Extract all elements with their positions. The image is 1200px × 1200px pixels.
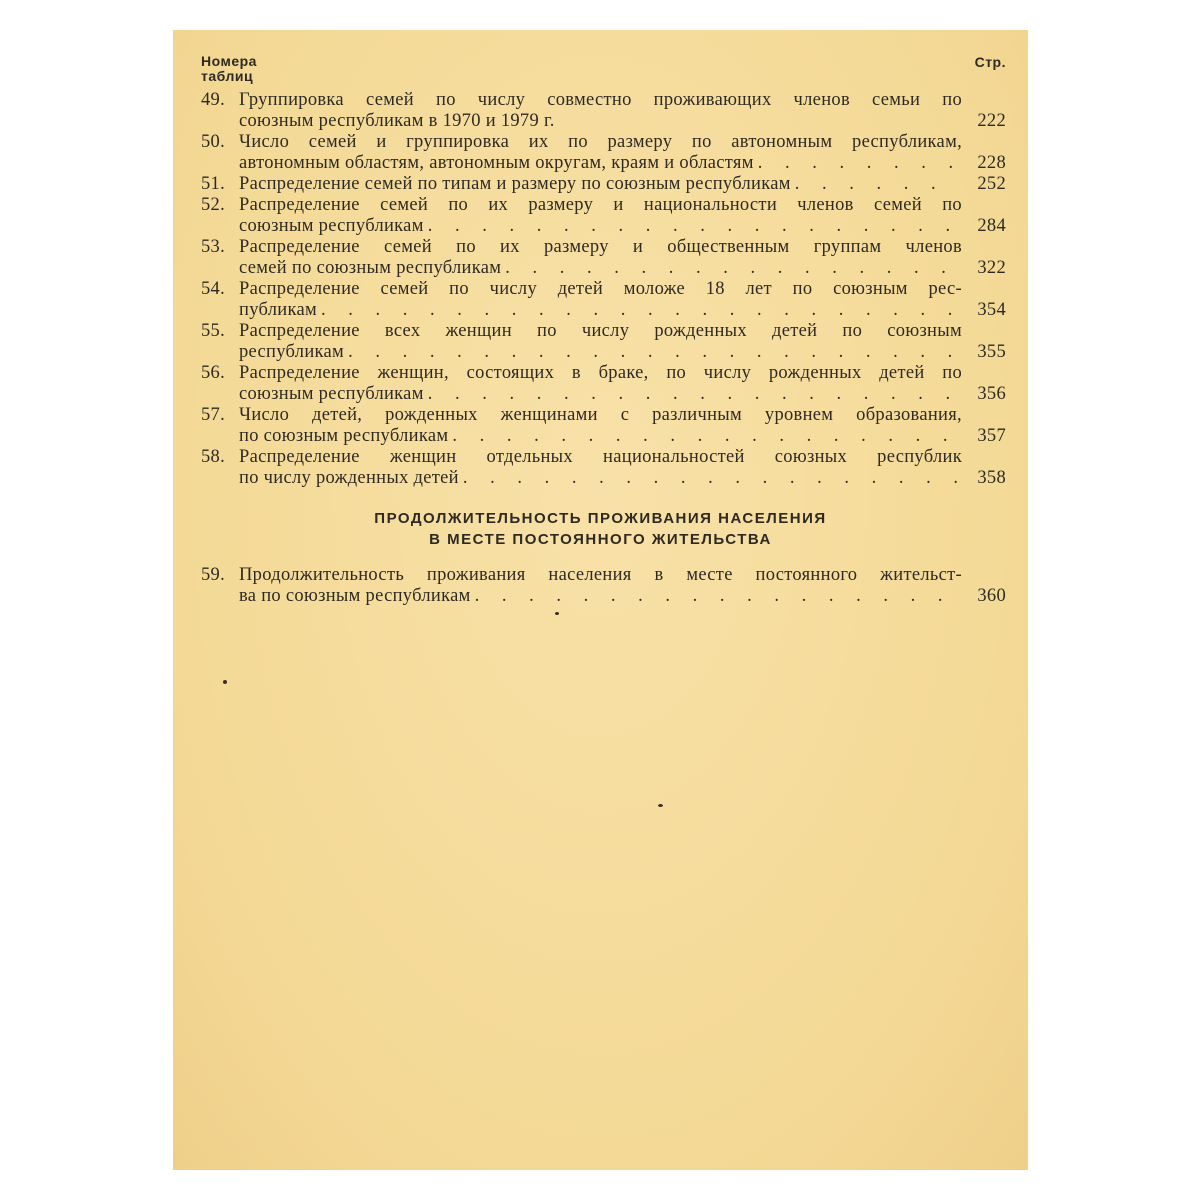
toc-entry-57 [201,405,1006,447]
entry-title-line2-wrap [239,111,962,132]
paper-speck [555,612,559,615]
entry-page: 356 [977,384,1006,404]
dot-leader [452,426,958,447]
toc-entry-53 [201,237,1006,279]
toc-entry-50 [201,132,1006,174]
entry-title-line1: Распределение всех женщин по числу рожденных детей по союзным [239,321,962,341]
toc-entry-59 [201,565,1006,607]
section-heading-line1: ПРОДОЛЖИТЕЛЬНОСТЬ ПРОЖИВАНИЯ НАСЕЛЕНИЯ [374,510,827,527]
entry-title-line2-wrap [239,586,962,607]
toc-entry-49 [201,90,1006,132]
entry-title-line1: Продолжительность проживания населения в месте постоянного жительст- [239,565,962,585]
entry-number: 55. [201,321,226,341]
entry-number: 59. [201,565,226,585]
entry-title-line2: союзным республикам в 1970 и 1979 г. [239,111,555,131]
toc-list [201,90,1006,489]
entry-page: 355 [977,342,1006,362]
entry-number: 53. [201,237,226,257]
entry-title-line2-wrap [239,300,962,321]
paper-speck [223,680,227,684]
table-number-heading [201,54,257,84]
entry-title-line2-wrap [239,258,962,279]
entry-page: 354 [977,300,1006,320]
dot-leader [348,342,958,363]
toc-entry-52 [201,195,1006,237]
toc-list-section2 [201,565,1006,607]
toc-entry-51 [201,174,1006,195]
entry-number: 57. [201,405,226,425]
entry-title-line2-wrap [239,153,962,174]
entry-number: 52. [201,195,226,215]
entry-title-line2-wrap [239,384,962,405]
dot-leader [463,468,958,489]
toc-entry-56 [201,363,1006,405]
dot-leader [428,216,958,237]
dot-leader [321,300,958,321]
entry-page: 252 [977,174,1006,194]
table-number-heading-line2: таблиц [201,68,254,84]
entry-title-line2-wrap [239,216,962,237]
entry-title-line2: по числу рожденных детей [239,468,459,488]
toc-entry-58 [201,447,1006,489]
section-heading [173,508,1028,550]
entry-page: 322 [977,258,1006,278]
entry-title-line2: союзным республикам [239,216,424,236]
dot-leader [758,153,958,174]
entry-title-line1: Группировка семей по числу совместно проживающих членов семьи по [239,90,962,110]
entry-page: 228 [977,153,1006,173]
entry-number: 58. [201,447,226,467]
dot-leader [428,384,958,405]
entry-title-line2: семей по союзным республикам [239,258,502,278]
entry-page: 222 [977,111,1006,131]
scanned-page [173,30,1028,1170]
dot-leader [475,586,958,607]
entry-title-line1: Распределение семей по числу детей моложе 18 лет по союзным рес- [239,279,962,299]
entry-title-line2: по союзным республикам [239,426,449,446]
toc-entry-55 [201,321,1006,363]
entry-page: 358 [977,468,1006,488]
entry-title-line2-wrap [239,468,962,489]
entry-title: Распределение семей по типам и размеру по союзным республикам [239,174,791,194]
entry-title-line2: республикам [239,342,345,362]
entry-title-line2: ва по союзным республикам [239,586,471,606]
entry-title-line2: публикам [239,300,318,320]
table-number-heading-line1: Номера [201,53,257,69]
entry-number: 49. [201,90,226,110]
toc-entry-54 [201,279,1006,321]
entry-number: 50. [201,132,226,152]
entry-title-line1: Распределение семей по их размеру и общественным группам членов [239,237,962,257]
entry-page: 284 [977,216,1006,236]
dot-leader [795,174,958,195]
entry-title-line2-wrap [239,426,962,447]
entry-page: 360 [977,586,1006,606]
dot-leader [505,258,958,279]
entry-title-line1: Число семей и группировка их по размеру по автономным республикам, [239,132,962,152]
entry-title-line2: автономным областям, автономным округам, краям и областям [239,153,754,173]
entry-number: 51. [201,174,226,194]
entry-title-line2-wrap [239,174,962,195]
page-column-heading: Стр. [974,54,1006,70]
entry-title-line2-wrap [239,342,962,363]
entry-title-line1: Число детей, рожденных женщинами с различным уровнем образования, [239,405,962,425]
section-heading-line2: В МЕСТЕ ПОСТОЯННОГО ЖИТЕЛЬСТВА [429,531,772,548]
paper-speck [658,804,663,807]
entry-title-line1: Распределение женщин отдельных национальностей союзных республик [239,447,962,467]
entry-page: 357 [977,426,1006,446]
entry-title-line2: союзным республикам [239,384,424,404]
entry-title-line1: Распределение семей по их размеру и национальности членов семей по [239,195,962,215]
entry-number: 54. [201,279,226,299]
entry-number: 56. [201,363,226,383]
entry-title-line1: Распределение женщин, состоящих в браке, по числу рожденных детей по [239,363,962,383]
